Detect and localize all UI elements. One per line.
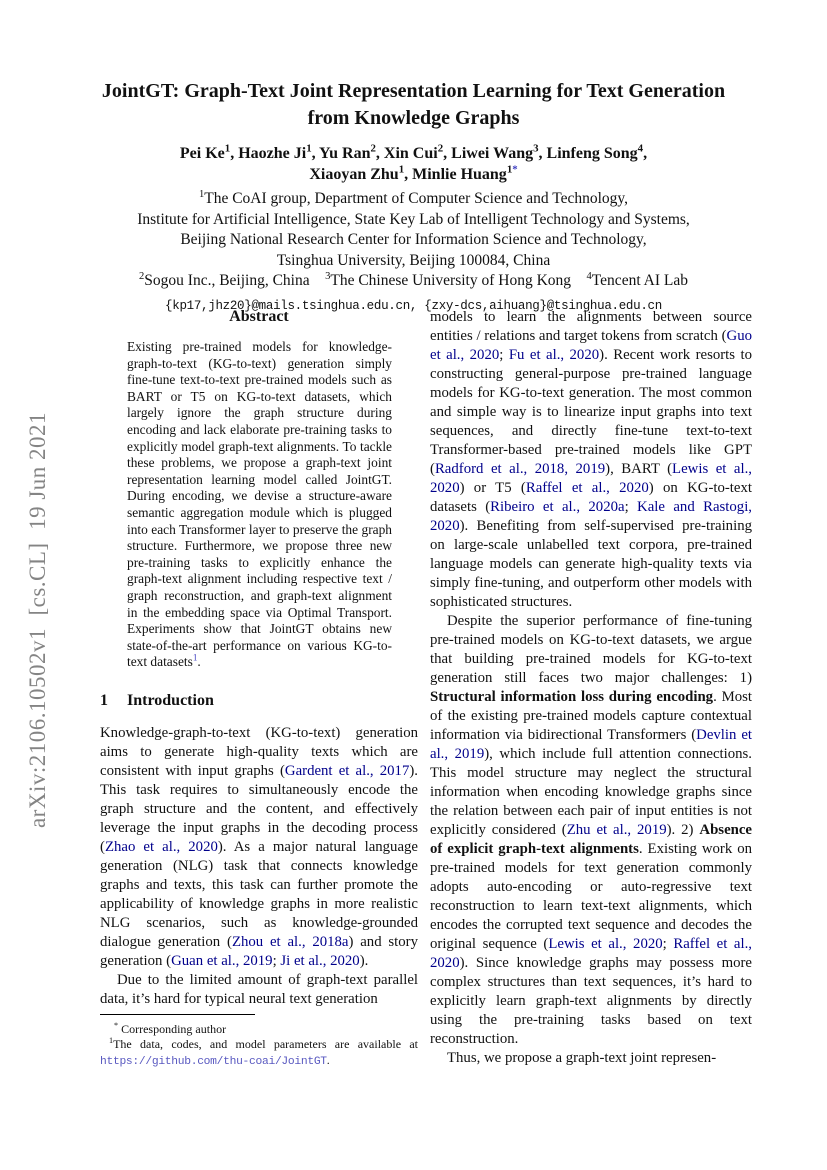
text-segment: Tencent AI Lab: [591, 272, 688, 289]
text-segment: ), which include full attention connections. This model structure may neglect the structural information when encoding knowledge graphs since the relation between each pair of input entities is not explicitly considered (: [430, 746, 752, 838]
text-segment: , Xin Cui: [375, 145, 438, 162]
citation-link[interactable]: Zhu et al., 2019: [566, 822, 667, 838]
text-segment: ;: [499, 347, 509, 363]
text-segment: .: [197, 654, 201, 670]
text-segment: [310, 272, 326, 289]
citation-link[interactable]: Radford et al., 2018, 2019: [434, 461, 606, 477]
citation-link[interactable]: Lewis et al., 2020: [548, 936, 663, 952]
text-segment: ). Recent work resorts to constructing general-purpose pre-trained language models for KG-to-text generation. The most common and simple way is to linearize input graphs into text sequences, and directly fine-tune text-to-text Transformer-based pre-trained models like GPT (: [430, 347, 753, 477]
right-column: [430, 308, 752, 1068]
text-segment: Tsinghua University, Beijing 100084, China: [276, 251, 551, 269]
affiliation-line: [60, 230, 767, 251]
section-title: Introduction: [127, 691, 214, 709]
text-segment: ). This task requires to simultaneously encode the graph structure and the content, and effectively leverage the input graphs in the decoding process (: [100, 762, 418, 855]
text-segment: ). Since knowledge graphs may possess more complex structures than text sequences, it’s hard to explicitly learn graph-text alignments by directly using the pre-training tasks based on text reconstruction.: [430, 955, 752, 1047]
text-segment: ).: [359, 952, 369, 969]
paragraph: [430, 308, 752, 612]
text-segment: .: [326, 1052, 330, 1067]
text-segment: Knowledge-graph-to-text (KG-to-text) generation aims to generate high-quality texts which are consistent with input graphs (: [100, 724, 418, 779]
text-segment: ;: [624, 499, 638, 515]
citation-link[interactable]: Ji et al., 2020: [280, 952, 360, 969]
text-segment: , Minlie Huang: [404, 166, 507, 183]
text-segment: Beijing National Research Center for Information Science and Technology,: [180, 231, 647, 248]
citation-link[interactable]: Gardent et al., 2017: [284, 762, 410, 779]
bold-text: Absence of explicit graph-text alignments: [430, 822, 752, 857]
superscript: 1: [398, 163, 405, 176]
text-segment: Despite the superior performance of fine-tuning pre-trained models on KG-to-text datasets, we argue that building pre-trained models for KG-to-text generation still faces two major challenges: 1): [430, 613, 752, 686]
text-segment: . Existing work on pre-trained models for text generation commonly adopts auto-encoding or auto-regressive text reconstruction to learn text-text alignments, which encodes the corrupted text sequence and decodes the original sequence (: [430, 841, 752, 952]
text-segment: ). 2): [666, 822, 700, 838]
text-segment: Institute for Artificial Intelligence, State Key Lab of Intelligent Technology and Systems,: [137, 210, 690, 228]
superscript: 1: [198, 188, 205, 200]
paper-title-line1: JointGT: Graph-Text Joint Representation Learning for Text Generation: [101, 80, 726, 102]
text-segment: , Linfeng Song: [538, 145, 638, 162]
text-segment: The Chinese University of Hong Kong: [330, 272, 572, 289]
text-segment: models to learn the alignments between source entities / relations and target tokens from scratch (: [430, 309, 752, 344]
author-list: [60, 143, 767, 185]
paper-header: [60, 78, 767, 313]
right-column-paragraphs: [430, 308, 752, 1068]
citation-link[interactable]: Kale and Rastogi, 2020: [430, 499, 752, 534]
affiliation-line: [60, 210, 767, 231]
citation-link[interactable]: Raffel et al., 2020: [430, 936, 753, 971]
affiliation-line: [60, 271, 767, 292]
author-emails: {kp17,jhz20}@mails.tsinghua.edu.cn, {zxy-dcs,aihuang}@tsinghua.edu.cn: [165, 298, 662, 313]
superscript: 3: [325, 270, 331, 282]
introduction-paragraphs: [100, 724, 418, 1009]
paper-title-line2: from Knowledge Graphs: [307, 107, 520, 129]
citation-link[interactable]: Ribeiro et al., 2020a: [490, 499, 625, 515]
superscript: *: [114, 1020, 119, 1030]
text-segment: ;: [662, 936, 674, 952]
text-segment: Existing pre-trained models for knowledge-graph-to-text (KG-to-text) generation simply fine-tune text-to-text pre-trained models such as BART or T5 on KG-to-text datasets, which largely ignore the graph structure during encoding and lack elaborate pre-training tasks to explicitly model graph-text alignments. To tackle these problems, we propose a graph-text joint representation learning model called JointGT. During encoding, we devise a structure-aware semantic aggregation module which is plugged into each Transformer layer to preserve the graph structure. Furthermore, we propose three new pre-training tasks to explicitly enhance the graph-text alignment including respective text / graph reconstruction, and graph-text alignment in the embedding space via Optimal Transport. Experiments show that JointGT obtains new state-of-the-art performance on various KG-to-text datasets: [127, 339, 392, 670]
footnote-marker-link[interactable]: 1: [192, 652, 198, 663]
footnote-rule: [100, 1014, 255, 1015]
superscript: 1: [109, 1036, 114, 1045]
arxiv-banner-text: arXiv:2106.10502v1 [cs.CL] 19 Jun 2021: [25, 411, 50, 829]
superscript: 4: [586, 270, 592, 282]
affiliation-line: [60, 251, 767, 272]
affiliation-list: [60, 189, 767, 292]
text-segment: Pei Ke: [179, 145, 225, 162]
citation-link[interactable]: Raffel et al., 2020: [525, 480, 649, 496]
superscript: 1: [506, 163, 513, 176]
footnote-marker-link[interactable]: *: [512, 163, 518, 176]
text-segment: The data, codes, and model parameters are available at: [113, 1037, 418, 1051]
section-number: 1: [100, 691, 108, 709]
author-line: [60, 143, 767, 164]
footnote-corresponding-author: [100, 1022, 418, 1038]
text-segment: ) on KG-to-text datasets (: [430, 480, 752, 515]
section-heading-introduction: [100, 692, 418, 710]
left-column: [100, 306, 418, 1070]
affiliation-line: [60, 189, 767, 210]
superscript: 3: [533, 142, 539, 155]
text-segment: ) and story generation (: [100, 933, 418, 969]
text-segment: Xiaoyan Zhu: [309, 166, 399, 183]
footnote-resources: [100, 1037, 418, 1070]
text-segment: , Liwei Wang: [443, 145, 534, 162]
text-segment: ,: [643, 145, 648, 162]
text-segment: ) or T5 (: [459, 480, 526, 496]
footnote-block: [100, 1014, 418, 1071]
text-segment: The CoAI group, Department of Computer Science and Technology,: [204, 190, 629, 207]
superscript: 4: [637, 142, 644, 155]
abstract-heading: Abstract: [229, 308, 289, 325]
citation-link[interactable]: Guo et al., 2020: [430, 328, 752, 363]
text-segment: ). Benefiting from self-supervised pre-training on large-scale unlabelled text corpora, pre-trained language models can generate high-quality texts via simply fine-tuning, and outperform other models with sophisticated structures.: [430, 518, 752, 610]
superscript: 1: [306, 142, 312, 155]
paragraph: [430, 1049, 752, 1068]
text-segment: ;: [272, 952, 281, 969]
citation-link[interactable]: Zhou et al., 2018a: [231, 933, 349, 950]
text-segment: Due to the limited amount of graph-text parallel data, it’s hard for typical neural text generation: [100, 971, 418, 1007]
paragraph: [100, 971, 418, 1009]
text-segment: Corresponding author: [118, 1021, 227, 1036]
citation-link[interactable]: Devlin et al., 2019: [430, 727, 753, 762]
page-body: [100, 306, 752, 1070]
superscript: 1: [224, 142, 231, 155]
text-segment: , Yu Ran: [311, 145, 371, 162]
text-segment: Thus, we propose a graph-text joint represen-: [447, 1050, 717, 1066]
abstract-body: [127, 339, 392, 671]
citation-link[interactable]: Zhao et al., 2020: [104, 838, 218, 855]
url-link[interactable]: https://github.com/thu-coai/JointGT: [100, 1055, 327, 1068]
text-segment: , Haozhe Ji: [230, 145, 307, 162]
bold-text: Structural information loss during encoding: [430, 689, 714, 705]
text-segment: . Most of the existing pre-trained models capture contextual information via bidirectional Transformers (: [430, 689, 752, 743]
text-segment: ). As a major natural language generation (NLG) task that connects knowledge graphs and texts, this task can further promote the applicability of knowledge graphs in more realistic NLG scenarios, such as knowledge-grounded dialogue generation (: [100, 838, 418, 950]
superscript: 2: [139, 270, 145, 282]
author-line: [60, 164, 767, 185]
text-segment: Sogou Inc., Beijing, China: [144, 272, 310, 289]
citation-link[interactable]: Guan et al., 2019: [171, 952, 273, 969]
text-segment: ), BART (: [605, 461, 673, 477]
text-segment: [571, 272, 587, 289]
superscript: 2: [437, 142, 444, 155]
citation-link[interactable]: Lewis et al., 2020: [430, 461, 752, 496]
paragraph: [430, 612, 752, 1049]
superscript: 2: [370, 142, 376, 155]
citation-link[interactable]: Fu et al., 2020: [508, 347, 600, 363]
paragraph: [100, 724, 418, 971]
